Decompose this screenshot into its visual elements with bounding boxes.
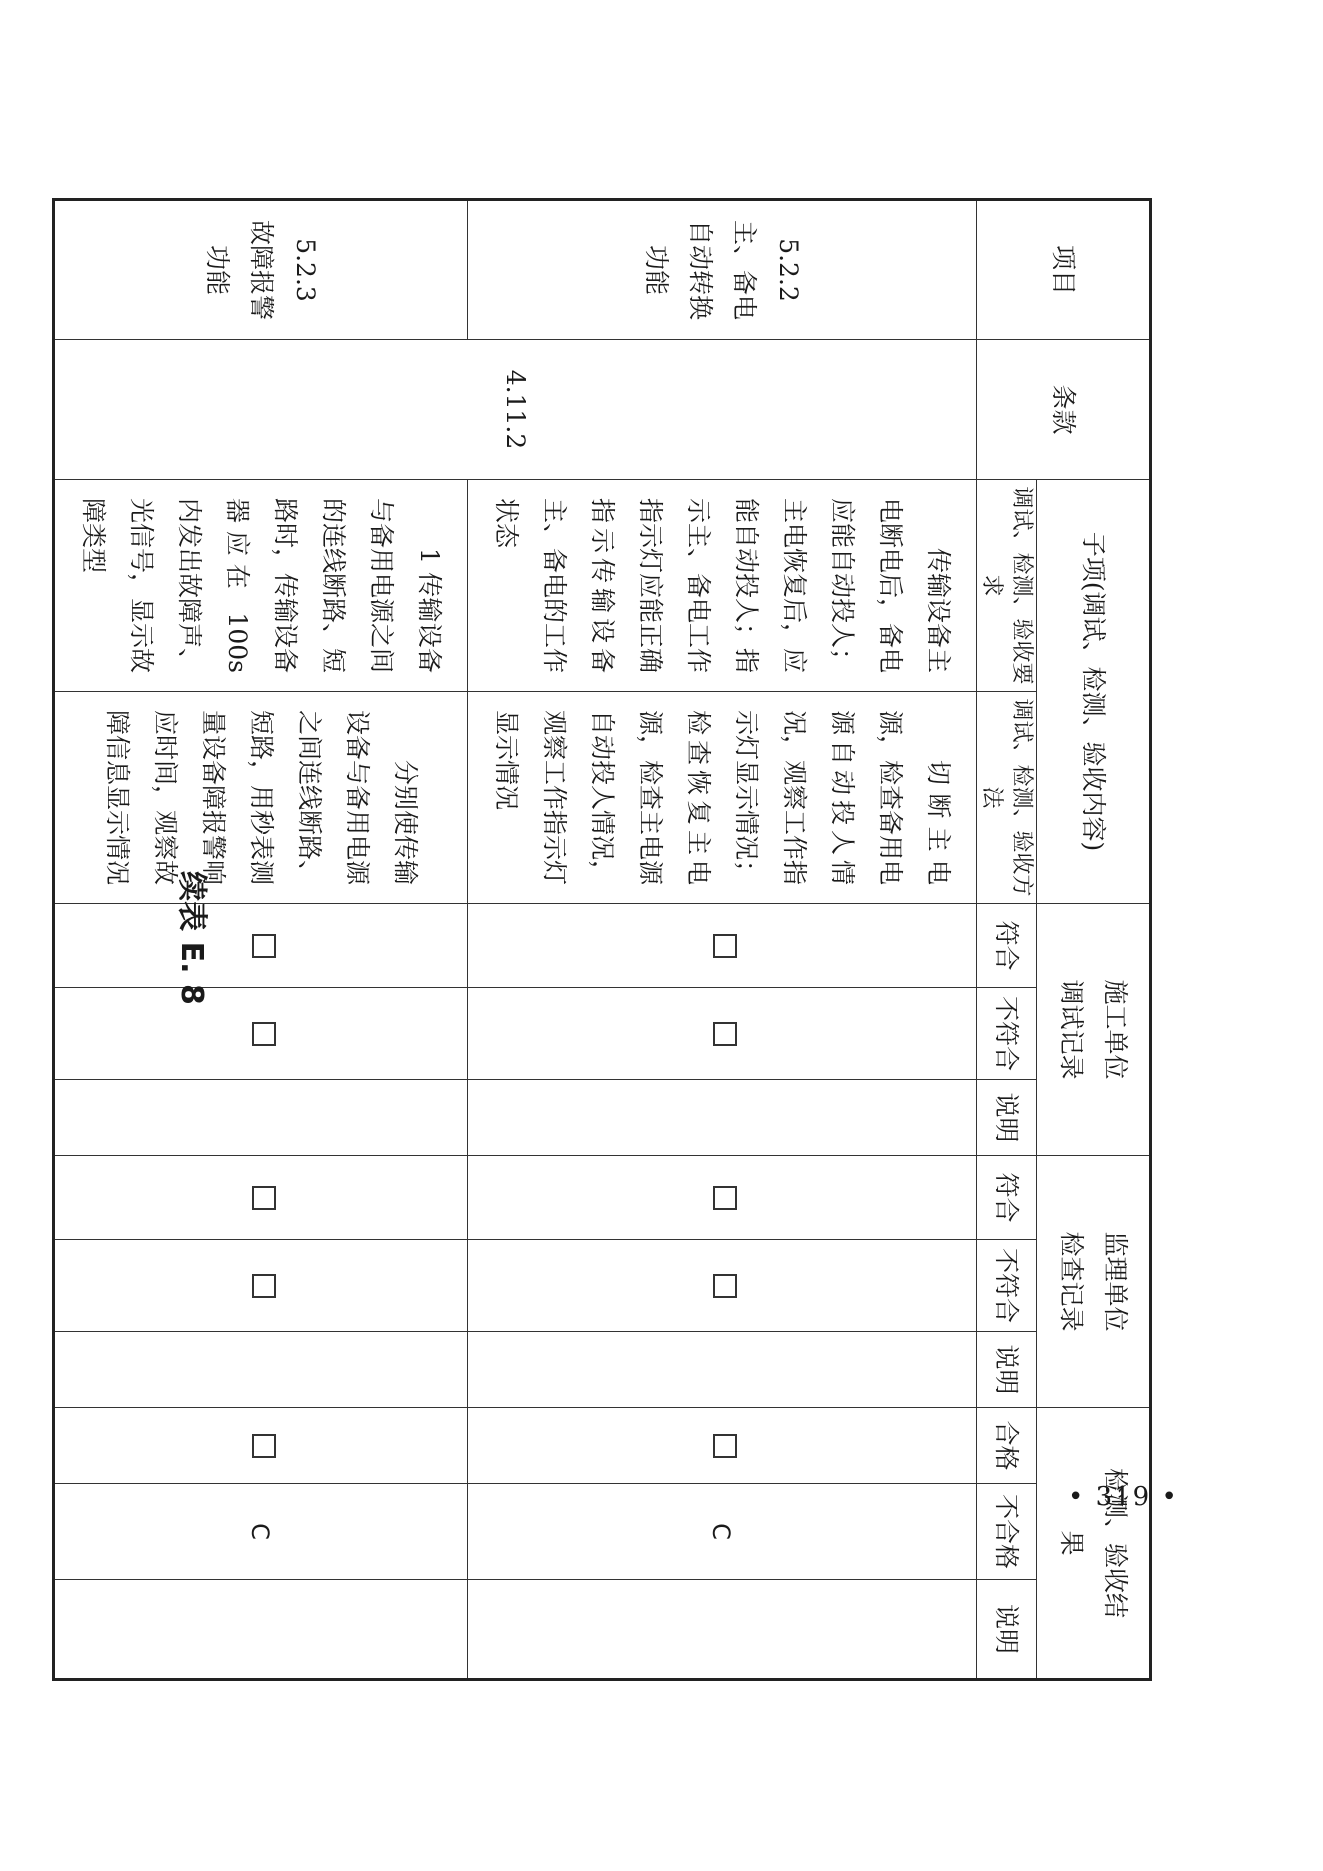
page-number: • 319 • (1068, 1482, 1179, 1512)
construction-comply-cell (53, 904, 467, 988)
result-pass-checkbox[interactable] (253, 1434, 277, 1458)
req-text: 1 传输设备与备用电源之间的连线断路、短路时，传输设备器应在 100s 内发出故障声、光信号，显示故障类型 (78, 498, 444, 674)
project-cell (467, 200, 976, 340)
header-supervision: 监理单位检查记录 (1037, 1156, 1151, 1408)
project-name: 故障报警功能 (202, 219, 276, 320)
method-cell (467, 692, 976, 904)
construction-notcomply-checkbox[interactable] (253, 1022, 277, 1046)
supervision-remark-cell (53, 1332, 467, 1408)
construction-notcomply-cell (53, 988, 467, 1080)
project-name: 主、备电自动转换功能 (641, 219, 759, 320)
construction-comply-checkbox[interactable] (714, 934, 738, 958)
project-cell (53, 200, 467, 340)
supervision-notcomply-checkbox[interactable] (714, 1274, 738, 1298)
result-remark-cell (467, 1580, 976, 1680)
header-project: 项目 (976, 200, 1150, 340)
result-pass-cell (467, 1408, 976, 1484)
result-fail-mark[interactable]: C (246, 1523, 275, 1540)
clause-value: 4.11.2 (501, 369, 530, 450)
construction-notcomply-cell (467, 988, 976, 1080)
header-comply-2: 符合 (976, 1156, 1036, 1240)
header-clause: 条款 (976, 340, 1150, 480)
supervision-notcomply-checkbox[interactable] (253, 1274, 277, 1298)
supervision-comply-cell (467, 1156, 976, 1240)
result-fail-mark[interactable]: C (707, 1523, 736, 1540)
header-comply-1: 符合 (976, 904, 1036, 988)
header-remark-3: 说明 (976, 1580, 1036, 1680)
supervision-notcomply-cell (53, 1240, 467, 1332)
table-row (467, 200, 976, 1680)
table-title: 续表 E. 8 (174, 871, 209, 1005)
supervision-comply-cell (53, 1156, 467, 1240)
header-not-comply-1: 不符合 (976, 988, 1036, 1080)
supervision-notcomply-cell (467, 1240, 976, 1332)
supervision-comply-checkbox[interactable] (714, 1186, 738, 1210)
result-remark-cell (53, 1580, 467, 1680)
header-result: 检测、验收结果 (1037, 1408, 1151, 1680)
result-fail-cell (467, 1484, 976, 1580)
header-not-comply-2: 不符合 (976, 1240, 1036, 1332)
rotated-table-page (78, 198, 1152, 1678)
header-pass: 合格 (976, 1408, 1036, 1484)
method-cell (53, 692, 467, 904)
construction-comply-cell (467, 904, 976, 988)
construction-remark-cell (467, 1080, 976, 1156)
project-id: 5.2.3 (290, 238, 320, 302)
req-text: 传输设备主电断电后，备电应能自动投人；主电恢复后，应能自动投人；指示主、备电工作指示灯应能正确指示传输设备主、备电的工作状态 (491, 498, 953, 674)
header-remark-2: 说明 (976, 1332, 1036, 1408)
project-id: 5.2.2 (773, 238, 803, 302)
construction-comply-checkbox[interactable] (253, 934, 277, 958)
construction-remark-cell (53, 1080, 467, 1156)
header-subitem: 子项(调试、检测、验收内容) (1037, 480, 1151, 904)
method-text: 分别使传输设备与备用电源之间连线断路、短路，用秒表测量设备障报警响应时间，观察故障信息显示情况 (102, 710, 420, 886)
header-fail: 不合格 (976, 1484, 1036, 1580)
result-fail-cell (53, 1484, 467, 1580)
method-text: 切断主电源，检查备用电源自动投人情况，观察工作指示灯显示情况；检查恢复主电源，检查主电源自动投人情况，观察工作指示灯显示情况 (491, 710, 953, 886)
supervision-remark-cell (467, 1332, 976, 1408)
supervision-comply-checkbox[interactable] (253, 1186, 277, 1210)
header-remark-1: 说明 (976, 1080, 1036, 1156)
result-pass-cell (53, 1408, 467, 1484)
construction-notcomply-checkbox[interactable] (714, 1022, 738, 1046)
header-construction: 施工单位调试记录 (1037, 904, 1151, 1156)
result-pass-checkbox[interactable] (714, 1434, 738, 1458)
req-cell (467, 480, 976, 692)
header-method: 调试、检测、验收方法 (976, 692, 1036, 904)
req-cell (53, 480, 467, 692)
header-req: 调试、检测、验收要求 (976, 480, 1036, 692)
